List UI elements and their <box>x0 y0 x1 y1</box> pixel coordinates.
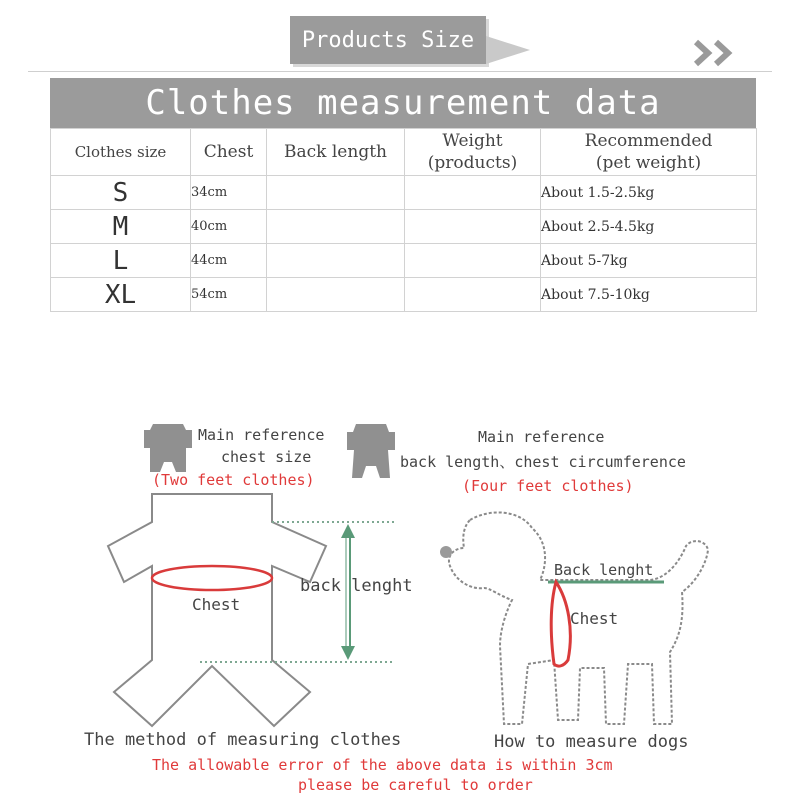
clothes-chest-ellipse <box>152 566 272 590</box>
weight-cell <box>405 244 541 278</box>
col-header-clothes-size: Clothes size <box>51 129 191 176</box>
double-chevron-right-icon <box>690 38 750 68</box>
right-clothes-type: (Four feet clothes) <box>462 477 634 495</box>
products-size-tab: Products Size <box>290 16 486 64</box>
size-table <box>50 128 757 312</box>
table-row <box>51 244 757 278</box>
weight-cell <box>405 176 541 210</box>
error-note: The allowable error of the above data is within 3cm <box>152 756 613 774</box>
back-length-cell <box>267 278 405 312</box>
table-row <box>51 210 757 244</box>
back-length-cell <box>267 244 405 278</box>
recommended-cell: About 1.5-2.5kg <box>541 176 757 210</box>
clothes-chest-label: Chest <box>192 595 241 614</box>
chest-cell: 34cm <box>191 176 267 210</box>
clothes-caption: The method of measuring clothes <box>84 730 402 750</box>
dog-back-length-label: Back lenght <box>554 561 654 579</box>
two-feet-clothes-icon <box>144 424 192 472</box>
table-row <box>51 176 757 210</box>
left-clothes-type: (Two feet clothes) <box>152 471 315 489</box>
chest-cell: 54cm <box>191 278 267 312</box>
size-cell: S <box>51 176 191 210</box>
size-cell: L <box>51 244 191 278</box>
right-ref-line2: back length、chest circumference <box>400 453 686 471</box>
left-ref-line2: chest size <box>221 448 312 466</box>
table-title: Clothes measurement data <box>50 78 756 128</box>
four-feet-clothes-icon <box>347 424 395 478</box>
right-ref-line1: Main reference <box>478 428 605 446</box>
col-header-weight: Weight (products) <box>405 129 541 176</box>
recommended-cell: About 5-7kg <box>541 244 757 278</box>
recommended-cell: About 2.5-4.5kg <box>541 210 757 244</box>
tab-decoration <box>486 36 530 64</box>
col-header-recommended: Recommended (pet weight) <box>541 129 757 176</box>
weight-cell <box>405 278 541 312</box>
col-header-chest: Chest <box>191 129 267 176</box>
recommended-cell: About 7.5-10kg <box>541 278 757 312</box>
header-divider <box>28 71 772 72</box>
weight-cell <box>405 210 541 244</box>
size-cell: M <box>51 210 191 244</box>
dog-nose <box>440 546 452 558</box>
size-cell: XL <box>51 278 191 312</box>
left-ref-line1: Main reference <box>198 426 325 444</box>
back-length-cell <box>267 210 405 244</box>
chest-cell: 44cm <box>191 244 267 278</box>
order-note: please be careful to order <box>298 776 533 794</box>
col-header-back-length: Back length <box>267 129 405 176</box>
dog-caption: How to measure dogs <box>494 732 689 752</box>
table-row <box>51 278 757 312</box>
table-header-row <box>51 129 757 176</box>
clothes-back-length-label: back lenght <box>300 576 413 596</box>
back-length-cell <box>267 176 405 210</box>
chest-cell: 40cm <box>191 210 267 244</box>
dog-chest-loop <box>551 582 570 666</box>
dog-chest-label: Chest <box>570 609 619 628</box>
